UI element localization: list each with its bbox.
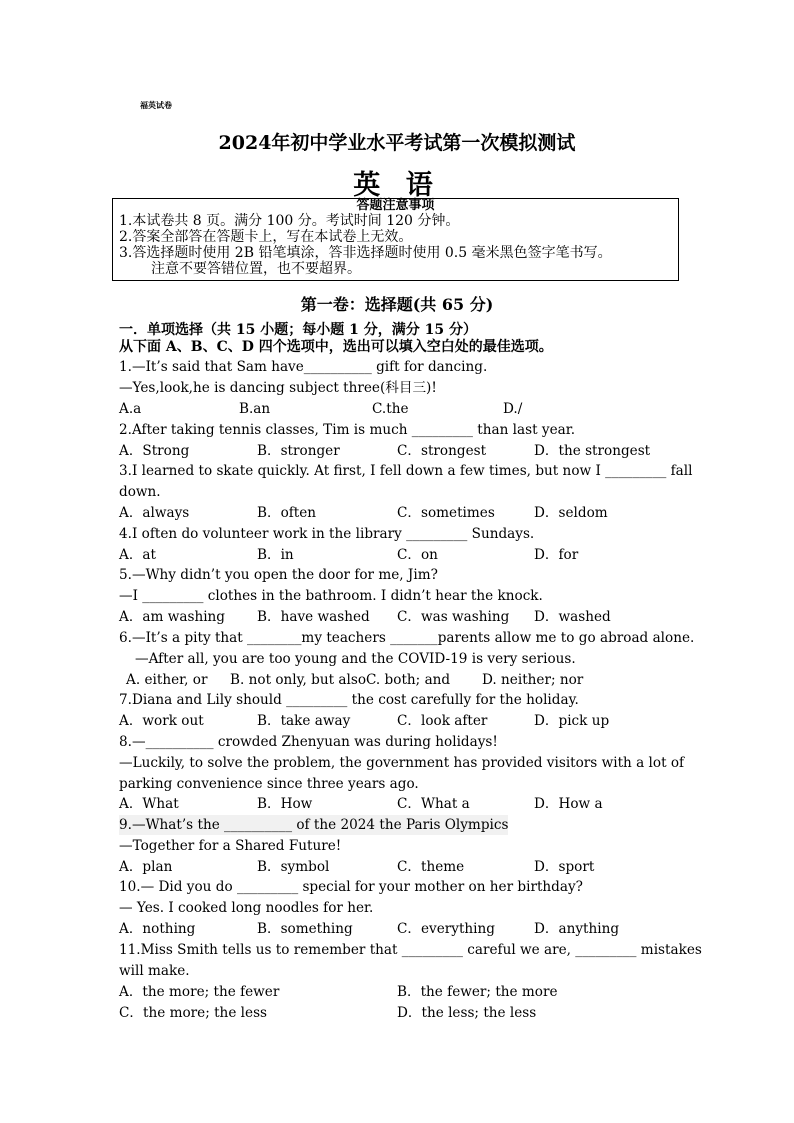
option-d[interactable]: D. neither; nor — [482, 672, 584, 688]
option-a[interactable]: A．Strong — [119, 443, 190, 459]
question-11-stem: 11.Miss Smith tells us to remember that _________ careful we are, _________ mistakes — [119, 942, 702, 958]
question-10-stem: — Yes. I cooked long noodles for her. — [119, 900, 374, 916]
question-1-stem: 1.—It’s said that Sam have__________ gift for dancing. — [119, 359, 488, 375]
option-a[interactable]: A．always — [119, 505, 190, 521]
part-instruction: 从下面 A、B、C、D 四个选项中，选出可以填入空白处的最佳选项。 — [119, 339, 553, 355]
part-title: 一．单项选择（共 15 小题；每小题 1 分，满分 15 分） — [119, 322, 477, 338]
option-d[interactable]: D．sport — [534, 859, 595, 875]
section-heading: 第一卷：选择题(共 65 分) — [300, 295, 494, 314]
option-d[interactable]: D．pick up — [534, 713, 610, 729]
exam-title: 2024年初中学业水平考试第一次模拟测试 — [218, 132, 576, 154]
notice-heading: 答题注意事项 — [356, 198, 435, 213]
option-c[interactable]: C．sometimes — [397, 505, 495, 521]
question-8-stem: 8.—__________ crowded Zhenyuan was during holidays! — [119, 734, 498, 750]
option-b[interactable]: B．have washed — [257, 609, 370, 625]
option-a[interactable]: A.a — [119, 401, 142, 417]
option-a[interactable]: A．am washing — [119, 609, 226, 625]
option-d[interactable]: D．for — [534, 547, 579, 563]
question-3-stem: down. — [119, 484, 161, 500]
question-9-stem: —Together for a Shared Future! — [119, 838, 342, 854]
option-a[interactable]: A. either, or — [126, 672, 208, 688]
option-b[interactable]: B．something — [257, 921, 353, 937]
subject-title: 英 语 — [353, 170, 441, 201]
option-c[interactable]: C．What a — [397, 796, 470, 812]
option-b[interactable]: B.an — [239, 401, 271, 417]
option-d[interactable]: D．anything — [534, 921, 620, 937]
option-c[interactable]: C．theme — [397, 859, 465, 875]
question-5-stem: 5.—Why didn’t you open the door for me, Jim? — [119, 567, 438, 583]
question-8-stem: parking convenience since three years ago. — [119, 776, 419, 792]
notice-line: 1.本试卷共 8 页。满分 100 分。考试时间 120 分钟。 — [119, 213, 460, 229]
option-d[interactable]: D．How a — [534, 796, 603, 812]
option-d[interactable]: D．the strongest — [534, 443, 651, 459]
question-3-stem: 3.I learned to skate quickly. At first, I fell down a few times, but now I _________ fall — [119, 463, 693, 479]
option-b[interactable]: B. not only, but also — [230, 672, 367, 688]
option-d[interactable]: D./ — [503, 401, 523, 417]
option-a[interactable]: A．What — [119, 796, 179, 812]
option-b[interactable]: B．take away — [257, 713, 351, 729]
notice-line: 3.答选择题时使用 2B 铅笔填涂，答非选择题时使用 0.5 毫米黑色签字笔书写。 — [119, 245, 612, 261]
question-5-stem: —I _________ clothes in the bathroom. I didn’t hear the knock. — [119, 588, 543, 604]
question-11-stem: will make. — [119, 963, 190, 979]
option-a[interactable]: A．at — [119, 547, 156, 563]
option-b[interactable]: B．How — [257, 796, 313, 812]
option-c[interactable]: C. both; and — [366, 672, 451, 688]
option-c[interactable]: C．was washing — [397, 609, 510, 625]
question-10-stem: 10.— Did you do _________ special for your mother on her birthday? — [119, 879, 583, 895]
notice-line: 2.答案全部答在答题卡上，写在本试卷上无效。 — [119, 229, 413, 245]
option-c[interactable]: C.the — [372, 401, 409, 417]
option-c[interactable]: C．strongest — [397, 443, 487, 459]
question-7-stem: 7.Diana and Lily should _________ the cost carefully for the holiday. — [119, 692, 579, 708]
option-b[interactable]: B．the fewer; the more — [397, 984, 558, 1000]
option-c[interactable]: C．the more; the less — [119, 1005, 268, 1021]
option-c[interactable]: C．everything — [397, 921, 495, 937]
question-6-stem: 6.—It’s a pity that ________my teachers _______parents allow me to go abroad alone. — [119, 630, 695, 646]
notice-line: 注意不要答错位置，也不要超界。 — [151, 261, 361, 277]
option-a[interactable]: A．nothing — [119, 921, 196, 937]
option-d[interactable]: D．washed — [534, 609, 611, 625]
question-2-stem: 2.After taking tennis classes, Tim is much _________ than last year. — [119, 422, 576, 438]
question-9-stem: 9.—What’s the __________ of the 2024 the Paris Olympics — [119, 817, 509, 833]
question-8-stem: —Luckily, to solve the problem, the government has provided visitors with a lot of — [119, 755, 685, 771]
question-1-stem: —Yes,look,he is dancing subject three(科目三)! — [119, 380, 437, 396]
question-6-stem: —After all, you are too young and the COVID-19 is very serious. — [135, 651, 576, 667]
option-a[interactable]: A．work out — [119, 713, 204, 729]
option-b[interactable]: B．stronger — [257, 443, 340, 459]
option-d[interactable]: D．the less; the less — [397, 1005, 537, 1021]
option-a[interactable]: A．the more; the fewer — [119, 984, 280, 1000]
option-d[interactable]: D．seldom — [534, 505, 608, 521]
part-heading — [119, 322, 553, 356]
option-b[interactable]: B．in — [257, 547, 294, 563]
option-a[interactable]: A．plan — [119, 859, 173, 875]
paper-tag: 福英试卷 — [140, 101, 172, 110]
option-b[interactable]: B．often — [257, 505, 317, 521]
notice-box — [112, 198, 679, 281]
question-4-stem: 4.I often do volunteer work in the library _________ Sundays. — [119, 526, 535, 542]
option-c[interactable]: C．look after — [397, 713, 488, 729]
option-c[interactable]: C．on — [397, 547, 438, 563]
option-b[interactable]: B．symbol — [257, 859, 330, 875]
